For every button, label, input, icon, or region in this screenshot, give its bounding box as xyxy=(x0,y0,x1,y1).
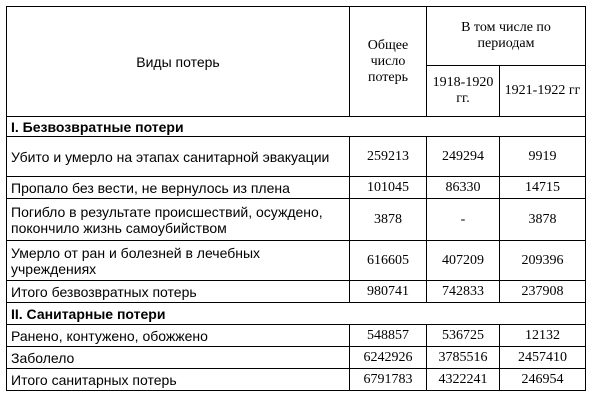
row-label: Погибло в результате происшествий, осуждено, покончило жизнь самоубийством xyxy=(7,199,350,241)
cell-total: 616605 xyxy=(350,241,427,281)
row-label: Умерло от ран и болезней в лечебных учреждениях xyxy=(7,241,350,281)
section-title: I. Безвозвратные потери xyxy=(7,117,586,137)
section-title: II. Санитарные потери xyxy=(7,303,586,325)
cell-total: 101045 xyxy=(350,177,427,199)
cell-total: 259213 xyxy=(350,137,427,177)
cell-period-1: 742833 xyxy=(427,281,500,303)
cell-period-2: 2457410 xyxy=(500,347,586,369)
cell-period-2: 237908 xyxy=(500,281,586,303)
cell-total: 6791783 xyxy=(350,369,427,391)
cell-period-2: 9919 xyxy=(500,137,586,177)
row-label: Пропало без вести, не вернулось из плена xyxy=(7,177,350,199)
header-period-group: В том числе по периодам xyxy=(427,7,586,66)
section-row xyxy=(7,303,586,325)
header-row-1 xyxy=(7,7,586,66)
cell-period-2: 246954 xyxy=(500,369,586,391)
row-label: Ранено, контужено, обожжено xyxy=(7,325,350,347)
cell-period-2: 12132 xyxy=(500,325,586,347)
header-period-2: 1921-1922 гг xyxy=(500,66,586,117)
cell-period-2: 209396 xyxy=(500,241,586,281)
section-row xyxy=(7,117,586,137)
cell-period-1: 4322241 xyxy=(427,369,500,391)
table-row xyxy=(7,347,586,369)
cell-period-1: 407209 xyxy=(427,241,500,281)
cell-period-1: 536725 xyxy=(427,325,500,347)
table-row xyxy=(7,199,586,241)
table-row xyxy=(7,369,586,391)
cell-total: 980741 xyxy=(350,281,427,303)
cell-total: 3878 xyxy=(350,199,427,241)
row-label: Итого санитарных потерь xyxy=(7,369,350,391)
table-row xyxy=(7,137,586,177)
cell-period-1: 249294 xyxy=(427,137,500,177)
row-label: Заболело xyxy=(7,347,350,369)
header-total: Общее число потерь xyxy=(350,7,427,117)
cell-total: 6242926 xyxy=(350,347,427,369)
losses-table xyxy=(6,6,586,391)
header-period-1: 1918-1920 гг. xyxy=(427,66,500,117)
table-row xyxy=(7,241,586,281)
row-label: Убито и умерло на этапах санитарной эвакуации xyxy=(7,137,350,177)
cell-period-1: 3785516 xyxy=(427,347,500,369)
cell-period-2: 14715 xyxy=(500,177,586,199)
cell-total: 548857 xyxy=(350,325,427,347)
cell-period-1: 86330 xyxy=(427,177,500,199)
header-type: Виды потерь xyxy=(7,7,350,117)
table-row xyxy=(7,177,586,199)
cell-period-2: 3878 xyxy=(500,199,586,241)
cell-period-1: - xyxy=(427,199,500,241)
row-label: Итого безвозвратных потерь xyxy=(7,281,350,303)
table-row xyxy=(7,325,586,347)
table-row xyxy=(7,281,586,303)
